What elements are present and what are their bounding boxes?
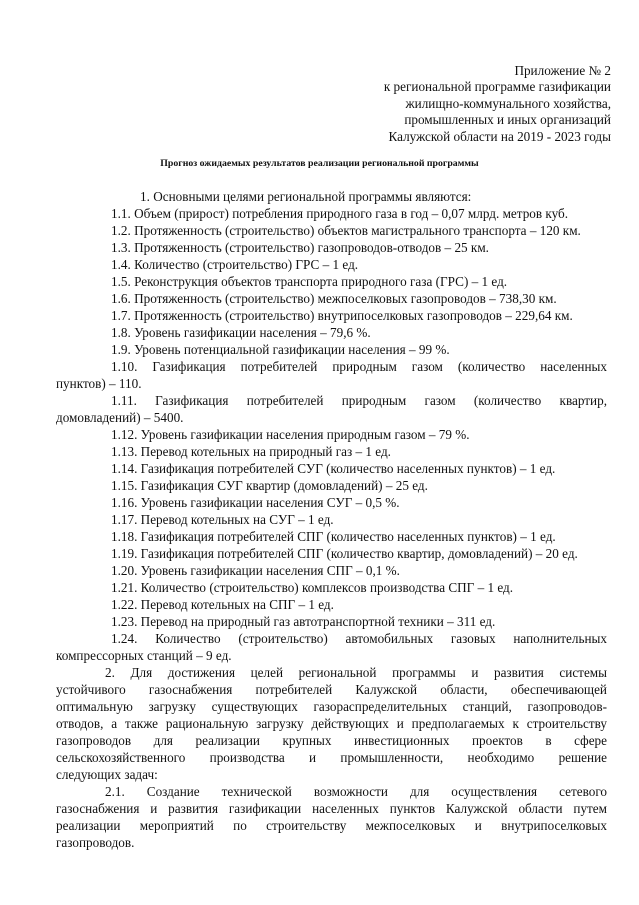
body-line: 1.7. Протяженность (строительство) внутрипоселковых газопроводов – 229,64 км. — [111, 308, 573, 323]
body-line: устойчивого газоснабжения потребителей Калужской области, обеспечивающей — [56, 682, 607, 697]
body-line: домовладений) – 5400. — [56, 410, 184, 425]
body-line: 1.2. Протяженность (строительство) объектов магистрального транспорта – 120 км. — [111, 223, 581, 238]
body-line: сельскохозяйственного производства и промышленности, необходимо решение — [56, 750, 607, 765]
body-line: 1.12. Уровень газификации населения природным газом – 79 %. — [111, 427, 470, 442]
body-line: 1.14. Газификация потребителей СУГ (количество населенных пунктов) – 1 ед. — [111, 461, 556, 476]
body-line: 1.1. Объем (прирост) потребления природного газа в год – 0,07 млрд. метров куб. — [111, 206, 569, 221]
body-line: 1.19. Газификация потребителей СПГ (количество квартир, домовладений) – 20 ед. — [111, 546, 578, 561]
body-line: пунктов) – 110. — [56, 376, 142, 391]
body-line: 1.3. Протяженность (строительство) газопроводов-отводов – 25 км. — [111, 240, 489, 255]
body-line: 2.1. Создание технической возможности для осуществления сетевого — [105, 784, 607, 799]
body-line: 1.18. Газификация потребителей СПГ (количество населенных пунктов) – 1 ед. — [111, 529, 556, 544]
body-line: следующих задач: — [56, 767, 158, 782]
body-line: 1.11. Газификация потребителей природным газом (количество квартир, — [111, 393, 607, 408]
body-line: 1.21. Количество (строительство) комплексов производства СПГ – 1 ед. — [111, 580, 514, 595]
body-line: реализации мероприятий по строительству межпоселковых и внутрипоселковых — [56, 818, 607, 833]
appendix-header — [384, 63, 611, 145]
appendix-line: промышленных и иных организаций — [404, 112, 611, 128]
body-line: 1.17. Перевод котельных на СУГ – 1 ед. — [111, 512, 334, 527]
body-line: оптимальную загрузку существующих газораспределительных станций, газопроводов- — [56, 699, 607, 714]
body-line: 1.6. Протяженность (строительство) межпоселковых газопроводов – 738,30 км. — [111, 291, 557, 306]
body-line: отводов, а также рациональную загрузку действующих и предполагаемых к строительству — [56, 716, 607, 731]
appendix-line: Калужской области на 2019 - 2023 годы — [388, 128, 611, 144]
body-line: 1.23. Перевод на природный газ автотранспортной техники – 311 ед. — [111, 614, 496, 629]
document-title: Прогноз ожидаемых результатов реализации региональной программы — [160, 158, 479, 169]
body-line: 1.24. Количество (строительство) автомобильных газовых наполнительных — [111, 631, 607, 646]
body-line: 1.4. Количество (строительство) ГРС – 1 ед. — [111, 257, 359, 272]
body-line: газопроводов для реализации крупных инвестиционных проектов в сфере — [56, 733, 607, 748]
body-line: 1.16. Уровень газификации населения СУГ – 0,5 %. — [111, 495, 400, 510]
body-line: 1.9. Уровень потенциальной газификации населения – 99 %. — [111, 342, 450, 357]
appendix-line: к региональной программе газификации — [383, 79, 611, 95]
body-line: 1. Основными целями региональной программы являются: — [140, 189, 472, 204]
body-line: 1.22. Перевод котельных на СПГ – 1 ед. — [111, 597, 334, 612]
body-line: 1.20. Уровень газификации населения СПГ – 0,1 %. — [111, 563, 400, 578]
body-line: 1.5. Реконструкция объектов транспорта природного газа (ГРС) – 1 ед. — [111, 274, 508, 289]
appendix-line: жилищно-коммунального хозяйства, — [405, 95, 611, 111]
appendix-line: Приложение № 2 — [514, 63, 611, 78]
body-line: компрессорных станций – 9 ед. — [56, 648, 232, 663]
body-line: газоснабжения и развития газификации населенных пунктов Калужской области путем — [56, 801, 607, 816]
body-line: 1.10. Газификация потребителей природным газом (количество населенных — [111, 359, 607, 374]
body-line: газопроводов. — [56, 835, 135, 850]
body-line: 1.13. Перевод котельных на природный газ – 1 ед. — [111, 444, 391, 459]
body-line: 2. Для достижения целей региональной программы и развития системы — [105, 665, 607, 680]
body-line: 1.8. Уровень газификации населения – 79,6 %. — [111, 325, 371, 340]
body-line: 1.15. Газификация СУГ квартир (домовладений) – 25 ед. — [111, 478, 428, 493]
